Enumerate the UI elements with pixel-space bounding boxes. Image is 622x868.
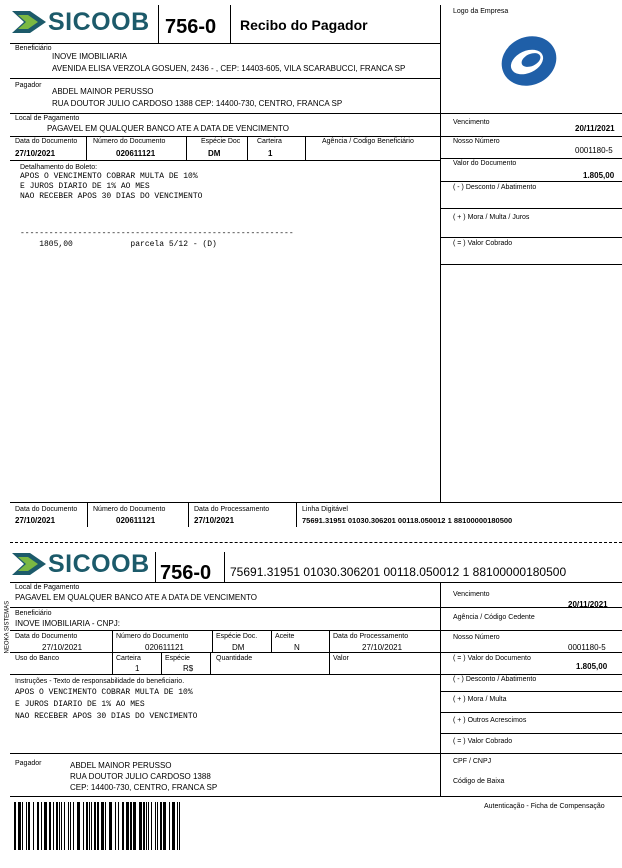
- slip-local-value: PAGAVEL EM QUALQUER BANCO ATE A DATA DE VENCIMENTO: [15, 593, 257, 602]
- pagador-label: Pagador: [15, 82, 42, 89]
- cut-line: [10, 542, 622, 543]
- slip-valor-doc-label: ( = ) Valor do Documento: [453, 655, 531, 662]
- slip-valor-cobrado-label: ( = ) Valor Cobrado: [453, 738, 513, 745]
- slip-mora-label: ( + ) Mora / Multa: [453, 696, 507, 703]
- sicoob-logo-text: SICOOB: [48, 549, 150, 578]
- slip-quantidade-label: Quantidade: [216, 655, 253, 662]
- nosso-numero-value: 0001180-5: [575, 146, 613, 155]
- slip-data-proc-value: 27/10/2021: [362, 643, 403, 652]
- slip-autenticacao-label: Autenticação - Ficha de Compensação: [484, 803, 605, 810]
- slip-pagador-street: RUA DOUTOR JULIO CARDOSO 1388: [70, 772, 211, 781]
- detalhamento-line-1: APOS O VENCIMENTO COBRAR MULTA DE 10%: [20, 172, 198, 181]
- linha-digitavel-label: Linha Digitável: [302, 506, 348, 513]
- slip-aceite-value: N: [294, 643, 300, 652]
- parcela-line: 1805,00 parcela 5/12 - (D): [20, 240, 217, 249]
- slip-agencia-label: Agência / Código Cedente: [453, 614, 535, 621]
- vencimento-value: 20/11/2021: [575, 124, 615, 133]
- slip-especie-label: Espécie: [165, 655, 190, 662]
- company-logo-icon: [498, 34, 560, 88]
- sicoob-arrow-icon: [12, 551, 46, 577]
- beneficiario-label: Beneficiário: [15, 45, 52, 52]
- sicoob-arrow-icon: [12, 9, 46, 35]
- side-text: NEOKA SISTEMAS: [4, 600, 11, 654]
- slip-pagador-city: CEP: 14400-730, CENTRO, FRANCA SP: [70, 783, 218, 792]
- slip-beneficiario-value: INOVE IMOBILIARIA - CNPJ:: [15, 619, 120, 628]
- slip-carteira-value: 1: [135, 664, 140, 673]
- slip-codigo-baixa-label: Código de Baixa: [453, 778, 505, 785]
- slip-especie-doc-label: Espécie Doc.: [216, 633, 258, 640]
- company-logo-label: Logo da Empresa: [453, 8, 509, 15]
- slip-nosso-numero-label: Nosso Número: [453, 634, 500, 641]
- data-doc-label: Data do Documento: [15, 138, 78, 145]
- bank-code: 756-0: [165, 16, 217, 38]
- slip-instrucoes-line-2: E JUROS DIARIO DE 1% AO MES: [15, 700, 145, 709]
- slip-pagador-name: ABDEL MAINOR PERUSSO: [70, 761, 172, 770]
- slip-desconto-label: ( - ) Desconto / Abatimento: [453, 676, 537, 683]
- slip-valor-doc-value: 1.805,00: [576, 662, 608, 671]
- footer-num-doc-value: 020611121: [116, 516, 156, 525]
- slip-pagador-label: Pagador: [15, 760, 42, 767]
- slip-instrucoes-line-1: APOS O VENCIMENTO COBRAR MULTA DE 10%: [15, 688, 193, 697]
- detalhamento-label: Detalhamento do Boleto:: [20, 164, 98, 171]
- slip-vencimento-label: Vencimento: [453, 591, 490, 598]
- slip-num-doc-value: 020611121: [145, 643, 184, 652]
- slip-num-doc-label: Número do Documento: [116, 633, 189, 640]
- slip-valor-label: Valor: [333, 655, 349, 662]
- valor-doc-value: 1.805,00: [583, 171, 615, 180]
- desconto-label: ( - ) Desconto / Abatimento: [453, 184, 537, 191]
- slip-cpf-label: CPF / CNPJ: [453, 758, 492, 765]
- slip-instrucoes-line-3: NAO RECEBER APOS 30 DIAS DO VENCIMENTO: [15, 712, 198, 721]
- pagador-name: ABDEL MAINOR PERUSSO: [52, 87, 154, 96]
- sicoob-logo: [12, 8, 150, 36]
- slip-uso-banco-label: Uso do Banco: [15, 655, 59, 662]
- slip-data-doc-value: 27/10/2021: [42, 643, 83, 652]
- footer-data-proc-value: 27/10/2021: [194, 516, 235, 525]
- beneficiario-address: AVENIDA ELISA VERZOLA GOSUEN, 2436 - , CEP: 14403-605, VILA SCARABUCCI, FRANCA SP: [52, 64, 406, 73]
- mora-label: ( + ) Mora / Multa / Juros: [453, 214, 530, 221]
- slip-data-proc-label: Data do Processamento: [333, 633, 409, 640]
- beneficiario-name: INOVE IMOBILIARIA: [52, 52, 128, 61]
- carteira-value: 1: [268, 149, 273, 158]
- local-label: Local de Pagamento: [15, 115, 80, 122]
- dashes-line: ---------------------------------------------------------: [20, 229, 294, 238]
- sicoob-logo-slip: [12, 550, 150, 578]
- especie-doc-value: DM: [208, 149, 221, 158]
- slip-bank-code: 756-0: [160, 562, 212, 584]
- slip-nosso-numero-value: 0001180-5: [568, 643, 606, 652]
- carteira-label: Carteira: [257, 138, 282, 145]
- slip-carteira-label: Carteira: [116, 655, 141, 662]
- slip-especie-value: R$: [183, 664, 194, 673]
- footer-data-doc-label: Data do Documento: [15, 506, 78, 513]
- especie-doc-label: Espécie Doc: [201, 138, 241, 145]
- num-doc-label: Número do Documento: [93, 138, 166, 145]
- valor-doc-label: Valor do Documento: [453, 160, 517, 167]
- valor-cobrado-label: ( = ) Valor Cobrado: [453, 240, 513, 247]
- slip-digitable-line: 75691.31951 01030.306201 00118.050012 1 88100000180500: [230, 565, 567, 579]
- slip-data-doc-label: Data do Documento: [15, 633, 78, 640]
- slip-especie-doc-value: DM: [232, 643, 245, 652]
- footer-data-doc-value: 27/10/2021: [15, 516, 56, 525]
- barcode: [14, 802, 274, 850]
- pagador-address: RUA DOUTOR JULIO CARDOSO 1388 CEP: 14400-730, CENTRO, FRANCA SP: [52, 99, 343, 108]
- local-value: PAGAVEL EM QUALQUER BANCO ATE A DATA DE VENCIMENTO: [47, 124, 289, 133]
- receipt-title: Recibo do Pagador: [240, 17, 368, 33]
- slip-local-label: Local de Pagamento: [15, 584, 80, 591]
- agencia-label: Agência / Codigo Beneficiário: [322, 138, 414, 145]
- slip-vencimento-value: 20/11/2021: [568, 600, 608, 609]
- slip-outros-label: ( + ) Outros Acrescimos: [453, 717, 527, 724]
- vencimento-label: Vencimento: [453, 119, 490, 126]
- footer-num-doc-label: Número do Documento: [93, 506, 166, 513]
- nosso-numero-label: Nosso Número: [453, 138, 500, 145]
- slip-aceite-label: Aceite: [275, 633, 295, 640]
- slip-beneficiario-label: Beneficiário: [15, 610, 52, 617]
- data-doc-value: 27/10/2021: [15, 149, 56, 158]
- sicoob-logo-text: SICOOB: [48, 7, 150, 36]
- linha-digitavel-value: 75691.31951 01030.306201 00118.050012 1 88100000180500: [302, 516, 513, 525]
- slip-instrucoes-label: Instruções - Texto de responsabilidade do beneficiario.: [15, 678, 185, 685]
- num-doc-value: 020611121: [116, 149, 156, 158]
- detalhamento-line-2: E JUROS DIARIO DE 1% AO MES: [20, 182, 150, 191]
- detalhamento-line-3: NAO RECEBER APOS 30 DIAS DO VENCIMENTO: [20, 192, 203, 201]
- footer-data-proc-label: Data do Processamento: [194, 506, 270, 513]
